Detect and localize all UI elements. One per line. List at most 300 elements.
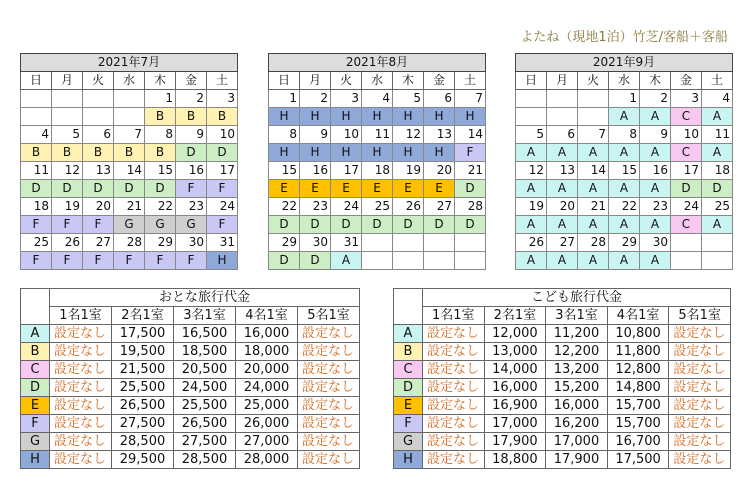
day-number: 14 xyxy=(578,162,609,180)
price-cell: 16,000 xyxy=(236,325,298,343)
price-cell: 設定なし xyxy=(50,379,112,397)
day-price-code: D xyxy=(114,180,145,198)
day-number: 19 xyxy=(516,198,547,216)
price-cell: 26,500 xyxy=(112,397,174,415)
price-code: C xyxy=(21,361,50,379)
day-number: 9 xyxy=(640,126,671,144)
price-cell: 設定なし xyxy=(298,451,360,469)
price-cell: 17,000 xyxy=(546,433,608,451)
month-header: 2021年9月 xyxy=(516,54,733,72)
day-number: 14 xyxy=(455,126,486,144)
price-cell: 19,500 xyxy=(112,343,174,361)
room-type-header: 5名1室 xyxy=(669,307,731,325)
weekday-label: 日 xyxy=(516,72,547,90)
day-number: 25 xyxy=(702,198,733,216)
price-code: F xyxy=(21,415,50,433)
price-cell: 25,500 xyxy=(112,379,174,397)
room-type-header: 1名1室 xyxy=(423,307,485,325)
day-number xyxy=(424,234,455,252)
day-number xyxy=(455,234,486,252)
price-cell: 26,000 xyxy=(236,415,298,433)
day-number: 20 xyxy=(547,198,578,216)
day-price-code: A xyxy=(640,144,671,162)
price-code: E xyxy=(21,397,50,415)
day-price-code: H xyxy=(424,144,455,162)
day-number: 14 xyxy=(114,162,145,180)
day-number: 19 xyxy=(52,198,83,216)
weekday-label: 土 xyxy=(702,72,733,90)
room-type-header: 3名1室 xyxy=(546,307,608,325)
day-number: 26 xyxy=(393,198,424,216)
day-price-code: F xyxy=(176,180,207,198)
day-number: 11 xyxy=(362,126,393,144)
price-cell: 12,000 xyxy=(484,325,546,343)
day-price-code: B xyxy=(52,144,83,162)
day-number: 29 xyxy=(145,234,176,252)
day-number xyxy=(114,90,145,108)
weekday-label: 木 xyxy=(393,72,424,90)
weekday-label: 水 xyxy=(362,72,393,90)
day-price-code: F xyxy=(207,180,238,198)
day-price-code: B xyxy=(145,144,176,162)
day-number: 28 xyxy=(114,234,145,252)
day-number xyxy=(547,90,578,108)
price-cell: 設定なし xyxy=(50,397,112,415)
price-cell: 16,000 xyxy=(484,379,546,397)
day-number: 7 xyxy=(455,90,486,108)
day-price-code: A xyxy=(640,216,671,234)
day-number: 12 xyxy=(516,162,547,180)
price-code: C xyxy=(394,361,423,379)
day-number: 6 xyxy=(83,126,114,144)
day-number: 4 xyxy=(362,90,393,108)
price-cell: 27,000 xyxy=(236,433,298,451)
weekday-label: 日 xyxy=(269,72,300,90)
day-number: 9 xyxy=(176,126,207,144)
price-cell: 11,200 xyxy=(546,325,608,343)
day-number: 25 xyxy=(362,198,393,216)
day-number: 7 xyxy=(114,126,145,144)
weekday-label: 月 xyxy=(300,72,331,90)
day-number: 5 xyxy=(52,126,83,144)
price-cell: 24,000 xyxy=(236,379,298,397)
day-number: 8 xyxy=(145,126,176,144)
price-code: B xyxy=(21,343,50,361)
day-number: 28 xyxy=(455,198,486,216)
price-cell: 20,000 xyxy=(236,361,298,379)
price-code: E xyxy=(394,397,423,415)
price-code: G xyxy=(21,433,50,451)
price-cell: 17,000 xyxy=(484,415,546,433)
day-number: 15 xyxy=(609,162,640,180)
price-cell: 28,500 xyxy=(112,433,174,451)
day-price-code xyxy=(547,108,578,126)
day-number: 28 xyxy=(578,234,609,252)
price-cell: 設定なし xyxy=(669,433,731,451)
day-number: 25 xyxy=(21,234,52,252)
price-code: H xyxy=(394,451,423,469)
day-number xyxy=(702,234,733,252)
weekday-label: 金 xyxy=(176,72,207,90)
day-number: 12 xyxy=(393,126,424,144)
day-number: 29 xyxy=(269,234,300,252)
weekday-label: 火 xyxy=(83,72,114,90)
price-cell: 14,000 xyxy=(484,361,546,379)
day-number: 24 xyxy=(331,198,362,216)
room-type-header: 4名1室 xyxy=(236,307,298,325)
day-price-code: A xyxy=(547,216,578,234)
day-number: 2 xyxy=(176,90,207,108)
day-price-code: A xyxy=(609,108,640,126)
day-price-code: H xyxy=(269,108,300,126)
price-cell: 設定なし xyxy=(669,379,731,397)
price-cell: 18,000 xyxy=(236,343,298,361)
day-number: 27 xyxy=(424,198,455,216)
price-cell: 16,900 xyxy=(484,397,546,415)
child-table-title: こども旅行代金 xyxy=(423,289,731,307)
day-number: 15 xyxy=(269,162,300,180)
day-price-code: G xyxy=(176,216,207,234)
day-price-code: D xyxy=(300,216,331,234)
day-price-code: D xyxy=(83,180,114,198)
day-price-code: F xyxy=(21,216,52,234)
day-number: 10 xyxy=(331,126,362,144)
price-cell: 設定なし xyxy=(50,361,112,379)
day-price-code: A xyxy=(578,180,609,198)
day-price-code xyxy=(702,252,733,270)
day-price-code: E xyxy=(393,180,424,198)
day-price-code: H xyxy=(269,144,300,162)
day-price-code: B xyxy=(145,108,176,126)
day-number xyxy=(578,90,609,108)
day-price-code: H xyxy=(424,108,455,126)
price-cell: 設定なし xyxy=(423,361,485,379)
day-price-code: A xyxy=(578,252,609,270)
day-price-code: A xyxy=(547,252,578,270)
price-cell: 15,200 xyxy=(546,379,608,397)
day-price-code: D xyxy=(52,180,83,198)
day-number: 2 xyxy=(640,90,671,108)
price-cell: 設定なし xyxy=(423,325,485,343)
day-number: 22 xyxy=(145,198,176,216)
day-price-code: A xyxy=(640,108,671,126)
price-cell: 設定なし xyxy=(669,361,731,379)
day-number: 6 xyxy=(424,90,455,108)
day-number: 26 xyxy=(52,234,83,252)
month-header: 2021年7月 xyxy=(21,54,238,72)
price-cell: 設定なし xyxy=(50,415,112,433)
price-cell: 25,500 xyxy=(174,397,236,415)
day-number: 13 xyxy=(547,162,578,180)
month-header: 2021年8月 xyxy=(269,54,486,72)
price-cell: 設定なし xyxy=(298,415,360,433)
day-number: 15 xyxy=(145,162,176,180)
day-price-code: A xyxy=(609,216,640,234)
price-cell: 15,700 xyxy=(607,415,669,433)
price-cell: 設定なし xyxy=(50,451,112,469)
day-number: 10 xyxy=(671,126,702,144)
day-number: 21 xyxy=(114,198,145,216)
day-price-code xyxy=(21,108,52,126)
price-cell: 21,500 xyxy=(112,361,174,379)
day-price-code xyxy=(516,108,547,126)
price-cell: 17,500 xyxy=(607,451,669,469)
day-number: 4 xyxy=(21,126,52,144)
price-cell: 25,000 xyxy=(236,397,298,415)
price-cell: 16,000 xyxy=(546,397,608,415)
day-number: 3 xyxy=(207,90,238,108)
day-number: 20 xyxy=(424,162,455,180)
day-number: 18 xyxy=(21,198,52,216)
day-price-code: B xyxy=(83,144,114,162)
day-price-code: F xyxy=(455,144,486,162)
day-price-code: F xyxy=(114,252,145,270)
day-number: 8 xyxy=(609,126,640,144)
room-type-header: 4名1室 xyxy=(607,307,669,325)
price-cell: 16,200 xyxy=(546,415,608,433)
day-number: 30 xyxy=(176,234,207,252)
day-number: 20 xyxy=(83,198,114,216)
day-price-code: F xyxy=(83,252,114,270)
day-number: 16 xyxy=(176,162,207,180)
day-price-code xyxy=(362,252,393,270)
day-price-code: H xyxy=(393,108,424,126)
price-cell: 設定なし xyxy=(298,397,360,415)
day-price-code xyxy=(114,108,145,126)
price-cell: 設定なし xyxy=(669,397,731,415)
day-price-code: H xyxy=(362,144,393,162)
calendar-august xyxy=(268,53,486,270)
calendar-july xyxy=(20,53,238,270)
price-cell: 13,200 xyxy=(546,361,608,379)
day-number: 11 xyxy=(21,162,52,180)
day-price-code: H xyxy=(362,108,393,126)
calendar-september xyxy=(515,53,733,270)
day-price-code: H xyxy=(300,108,331,126)
adult-price-table xyxy=(20,288,360,469)
day-price-code: F xyxy=(83,216,114,234)
day-price-code: C xyxy=(671,108,702,126)
day-price-code: A xyxy=(702,144,733,162)
day-price-code: A xyxy=(609,180,640,198)
price-cell: 18,500 xyxy=(174,343,236,361)
corner-cell xyxy=(394,289,423,325)
day-price-code: A xyxy=(609,144,640,162)
day-price-code: G xyxy=(114,216,145,234)
price-code: D xyxy=(394,379,423,397)
price-cell: 設定なし xyxy=(669,415,731,433)
day-number: 27 xyxy=(83,234,114,252)
day-number: 17 xyxy=(671,162,702,180)
day-number: 22 xyxy=(269,198,300,216)
day-number: 23 xyxy=(300,198,331,216)
price-cell: 設定なし xyxy=(669,325,731,343)
day-price-code xyxy=(578,108,609,126)
day-price-code: D xyxy=(145,180,176,198)
price-code: H xyxy=(21,451,50,469)
weekday-label: 水 xyxy=(609,72,640,90)
day-number: 24 xyxy=(207,198,238,216)
day-price-code: C xyxy=(671,216,702,234)
day-number: 21 xyxy=(578,198,609,216)
day-price-code: A xyxy=(516,216,547,234)
price-cell: 設定なし xyxy=(298,325,360,343)
weekday-label: 日 xyxy=(21,72,52,90)
day-price-code: B xyxy=(176,108,207,126)
price-cell: 10,800 xyxy=(607,325,669,343)
day-price-code: D xyxy=(269,252,300,270)
day-price-code: F xyxy=(52,216,83,234)
day-number: 21 xyxy=(455,162,486,180)
weekday-label: 金 xyxy=(671,72,702,90)
day-number: 30 xyxy=(300,234,331,252)
day-price-code: F xyxy=(207,216,238,234)
day-price-code: D xyxy=(671,180,702,198)
day-price-code: D xyxy=(269,216,300,234)
price-cell: 設定なし xyxy=(298,379,360,397)
day-number: 8 xyxy=(269,126,300,144)
price-cell: 15,700 xyxy=(607,397,669,415)
day-price-code xyxy=(424,252,455,270)
price-cell: 12,200 xyxy=(546,343,608,361)
day-number: 9 xyxy=(300,126,331,144)
price-cell: 12,800 xyxy=(607,361,669,379)
day-number: 12 xyxy=(52,162,83,180)
price-code: F xyxy=(394,415,423,433)
day-price-code: E xyxy=(331,180,362,198)
room-type-header: 2名1室 xyxy=(112,307,174,325)
day-price-code: G xyxy=(145,216,176,234)
room-type-header: 3名1室 xyxy=(174,307,236,325)
day-price-code: A xyxy=(702,216,733,234)
day-price-code: D xyxy=(207,144,238,162)
day-price-code: F xyxy=(21,252,52,270)
price-cell: 設定なし xyxy=(50,343,112,361)
price-cell: 14,800 xyxy=(607,379,669,397)
price-cell: 28,000 xyxy=(236,451,298,469)
price-cell: 設定なし xyxy=(669,343,731,361)
day-number: 17 xyxy=(207,162,238,180)
day-number: 30 xyxy=(640,234,671,252)
price-code: A xyxy=(21,325,50,343)
day-number xyxy=(362,234,393,252)
day-number: 16 xyxy=(640,162,671,180)
weekday-label: 水 xyxy=(114,72,145,90)
price-cell: 設定なし xyxy=(50,325,112,343)
day-number: 18 xyxy=(702,162,733,180)
price-cell: 24,500 xyxy=(174,379,236,397)
price-cell: 設定なし xyxy=(423,343,485,361)
day-price-code: H xyxy=(207,252,238,270)
day-price-code: A xyxy=(547,144,578,162)
day-number: 1 xyxy=(145,90,176,108)
weekday-label: 火 xyxy=(331,72,362,90)
day-number: 7 xyxy=(578,126,609,144)
day-number: 26 xyxy=(516,234,547,252)
room-type-header: 5名1室 xyxy=(298,307,360,325)
corner-cell xyxy=(21,289,50,325)
day-number: 16 xyxy=(300,162,331,180)
day-price-code xyxy=(455,252,486,270)
price-cell: 設定なし xyxy=(50,433,112,451)
price-cell: 27,500 xyxy=(174,433,236,451)
price-cell: 設定なし xyxy=(423,379,485,397)
price-cell: 17,900 xyxy=(546,451,608,469)
price-code: G xyxy=(394,433,423,451)
day-price-code: D xyxy=(331,216,362,234)
day-price-code: F xyxy=(52,252,83,270)
day-price-code: E xyxy=(362,180,393,198)
day-number: 1 xyxy=(609,90,640,108)
day-number: 6 xyxy=(547,126,578,144)
day-price-code: H xyxy=(455,108,486,126)
price-cell: 設定なし xyxy=(298,433,360,451)
day-price-code: A xyxy=(331,252,362,270)
day-price-code: B xyxy=(114,144,145,162)
day-price-code: D xyxy=(362,216,393,234)
price-cell: 設定なし xyxy=(423,415,485,433)
day-number: 10 xyxy=(207,126,238,144)
day-number: 17 xyxy=(331,162,362,180)
day-number: 22 xyxy=(609,198,640,216)
price-cell: 17,900 xyxy=(484,433,546,451)
day-price-code: A xyxy=(609,252,640,270)
weekday-label: 木 xyxy=(640,72,671,90)
day-price-code: F xyxy=(145,252,176,270)
day-number: 2 xyxy=(300,90,331,108)
day-price-code xyxy=(393,252,424,270)
day-number: 31 xyxy=(331,234,362,252)
day-price-code xyxy=(52,108,83,126)
room-type-header: 1名1室 xyxy=(50,307,112,325)
weekday-label: 火 xyxy=(578,72,609,90)
day-number: 19 xyxy=(393,162,424,180)
day-price-code: B xyxy=(207,108,238,126)
weekday-label: 月 xyxy=(52,72,83,90)
child-price-table xyxy=(393,288,731,469)
day-price-code: E xyxy=(269,180,300,198)
day-number: 3 xyxy=(671,90,702,108)
day-number xyxy=(83,90,114,108)
day-price-code: A xyxy=(516,252,547,270)
day-number xyxy=(21,90,52,108)
day-number: 5 xyxy=(516,126,547,144)
day-price-code: B xyxy=(21,144,52,162)
day-number: 13 xyxy=(424,126,455,144)
day-number: 5 xyxy=(393,90,424,108)
day-price-code: H xyxy=(300,144,331,162)
day-number: 13 xyxy=(83,162,114,180)
day-price-code: D xyxy=(21,180,52,198)
price-cell: 27,500 xyxy=(112,415,174,433)
weekday-label: 金 xyxy=(424,72,455,90)
weekday-label: 木 xyxy=(145,72,176,90)
day-price-code: D xyxy=(702,180,733,198)
day-price-code: C xyxy=(671,144,702,162)
price-code: A xyxy=(394,325,423,343)
day-price-code: A xyxy=(702,108,733,126)
adult-table-title: おとな旅行代金 xyxy=(50,289,360,307)
day-number xyxy=(52,90,83,108)
price-code: B xyxy=(394,343,423,361)
day-price-code: H xyxy=(331,108,362,126)
price-cell: 設定なし xyxy=(298,343,360,361)
day-price-code: D xyxy=(424,216,455,234)
day-price-code: F xyxy=(176,252,207,270)
price-cell: 11,800 xyxy=(607,343,669,361)
day-price-code: H xyxy=(393,144,424,162)
weekday-label: 土 xyxy=(207,72,238,90)
